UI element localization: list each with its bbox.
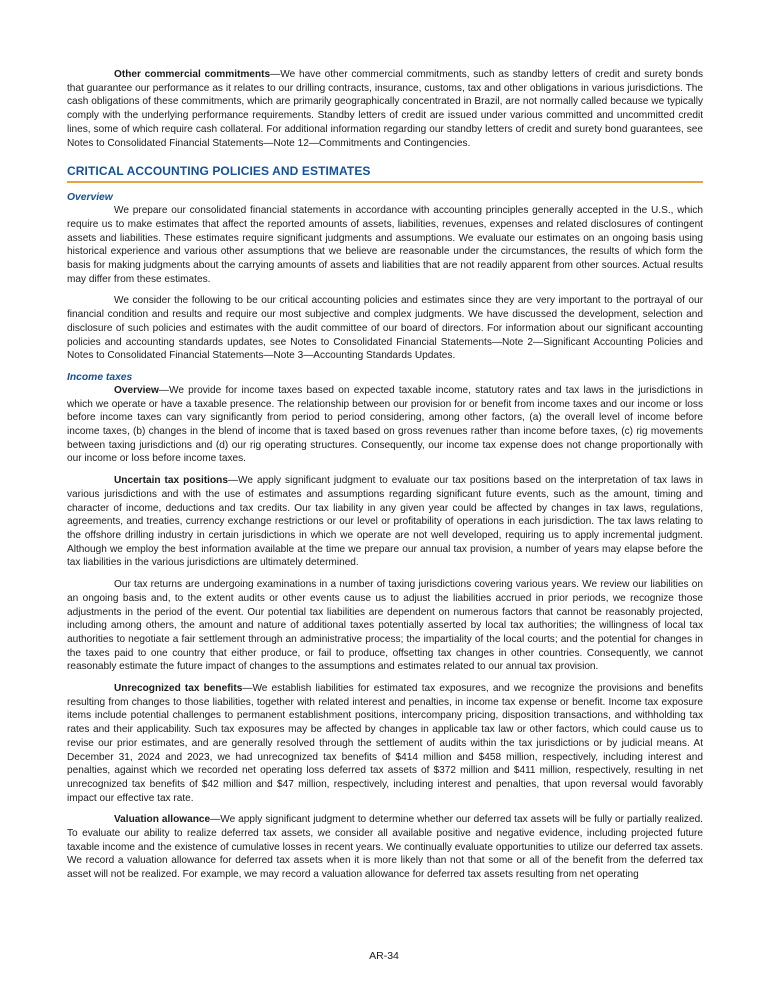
income-taxes-overview-body: —We provide for income taxes based on expected taxable income, statutory rates and tax laws in the jurisdictions in which we operate or have a taxable presence. The relationship between our provision for or benefit from income taxes and our income or loss before income taxes can vary significantly from period to period considering, among other factors, (a) the overall level of income before income taxes, (b) changes in the blend of income that is taxed based on gross revenues rather than income before taxes, (c) rig movements between taxing jurisdictions and (d) our rig operating structures. Consequently, our income tax expense does not change proportionally with our income or loss before income taxes. [67,384,703,465]
overview-heading: Overview [67,192,113,204]
income-taxes-heading: Income taxes [67,371,133,383]
valuation-allowance-paragraph [67,813,703,882]
income-taxes-overview-paragraph [67,384,703,466]
unrecognized-tax-body: —We establish liabilities for estimated tax exposures, and we recognize the provisions and benefits resulting from changes to those liabilities, together with related interest and penalties, in income tax expense or benefit. Income tax exposure items include potential challenges to permanent establishment positions, intercompany pricing, disposition transactions, and withholding tax rates and their applicability. Such tax exposures may be affected by changes in applicable tax law or other factors, which could cause us to revise our prior estimates, and are generally resolved through the settlement of audits within the tax jurisdictions or by judicial means. At December 31, 2024 and 2023, we had unrecognized tax benefits of $414 million and $458 million, respectively, including interest and penalties, against which we recorded net operating loss deferred tax assets of $372 million and $411 million, respectively, resulting in net unrecognized tax benefits of $42 million and $47 million, respectively, including interest and penalties, that upon reversal would favorably impact our effective tax rate. [67,683,703,804]
commitments-paragraph [67,68,703,150]
commitments-lead: Other commercial commitments [114,69,271,80]
uncertain-tax-body: —We apply significant judgment to evaluate our tax positions based on the interpretation of tax laws in various jurisdictions and with the use of estimates and assumptions regarding significant future events, such as the amount, timing and character of income, deductions and tax credits. Our tax liability in any given year could be affected by changes in tax laws, regulations, agreements, and treaties, currency exchange restrictions or our level or profitability of operations in each jurisdiction. The tax laws relating to the offshore drilling industry in certain jurisdictions in which we operate are not well developed, requiring us to apply incremental judgment. Although we employ the best information available at the time we prepare our annual tax provision, a number of years may elapse before the tax liabilities in the various jurisdictions are ultimately determined. [67,475,703,569]
tax-returns-paragraph: Our tax returns are undergoing examinations in a number of taxing jurisdictions covering various years. We review our liabilities on an ongoing basis and, to the extent audits or other events cause us to adjust the liabilities accrued in prior periods, we recognize those adjustments in the period of the event. Our potential tax liabilities are dependent on numerous factors that cannot be reasonably projected, including among others, the amount and nature of additional taxes potentially asserted by local tax authorities; the willingness of local tax authorities to negotiate a fair settlement through an administrative process; the impartiality of the local courts; and the potential for changes in the taxes paid to one country that either produce, or fail to produce, offsetting tax changes in other countries. Consequently, we cannot reasonably estimate the future impact of changes to the assumptions and estimates related to our annual tax provision. [67,579,703,673]
uncertain-tax-lead: Uncertain tax positions [114,475,228,487]
overview-paragraph-2: We consider the following to be our critical accounting policies and estimates since they are very important to the portrayal of our financial condition and results and require our most subjective and complex judgments. We have discussed the development, selection and disclosure of such policies and estimates with the audit committee of our board of directors. For information about our significant accounting policies and accounting standards updates, see Notes to Consolidated Financial Statements—Note 2—Significant Accounting Policies and Notes to Consolidated Financial Statements—Note 3—Accounting Standards Updates. [67,295,703,362]
section-heading: CRITICAL ACCOUNTING POLICIES AND ESTIMATES [67,164,703,183]
unrecognized-tax-paragraph [67,682,703,805]
overview-paragraph-1: We prepare our consolidated financial statements in accordance with accounting principles generally accepted in the U.S., which require us to make estimates that affect the reported amounts of assets, liabilities, revenues, expenses and related disclosures of contingent assets and liabilities. These estimates require significant judgments and assumptions. We evaluate our estimates on an ongoing basis using historical experience and various other assumptions that we believe are reasonable under the circumstances, the results of which form the basis for making judgments about the carrying amounts of assets and liabilities that are not readily apparent from other sources. Actual results may differ from these estimates. [67,205,703,285]
income-taxes-overview-lead: Overview [114,384,159,396]
unrecognized-tax-lead: Unrecognized tax benefits [114,683,243,695]
document-page [67,68,703,890]
valuation-allowance-lead: Valuation allowance [114,814,211,826]
page-number: AR-34 [369,950,399,962]
commitments-body: —We have other commercial commitments, such as standby letters of credit and surety bonds that guarantee our performance as it relates to our drilling contracts, insurance, customs, tax and other obligations in various jurisdictions. The cash obligations of these commitments, which are primarily geographically concentrated in Brazil, are not normally called because we typically comply with the underlying performance requirements. Standby letters of credit are issued under various committed and uncommitted credit lines, some of which require cash collateral. For additional information regarding our standby letters of credit and surety bond guarantees, see Notes to Consolidated Financial Statements—Note 12—Commitments and Contingencies. [67,69,703,149]
uncertain-tax-paragraph [67,474,703,570]
valuation-allowance-body: —We apply significant judgment to determine whether our deferred tax assets will be fully or partially realized. To evaluate our ability to realize deferred tax assets, we consider all available positive and negative evidence, including projected future taxable income and the existence of cumulative losses in recent years. We continually evaluate opportunities to utilize our deferred tax assets. We record a valuation allowance for deferred tax assets when it is more likely than not that some or all of the benefit from the deferred tax asset will not be realized. For example, we may record a valuation allowance for deferred tax assets resulting from net operating [67,814,703,881]
